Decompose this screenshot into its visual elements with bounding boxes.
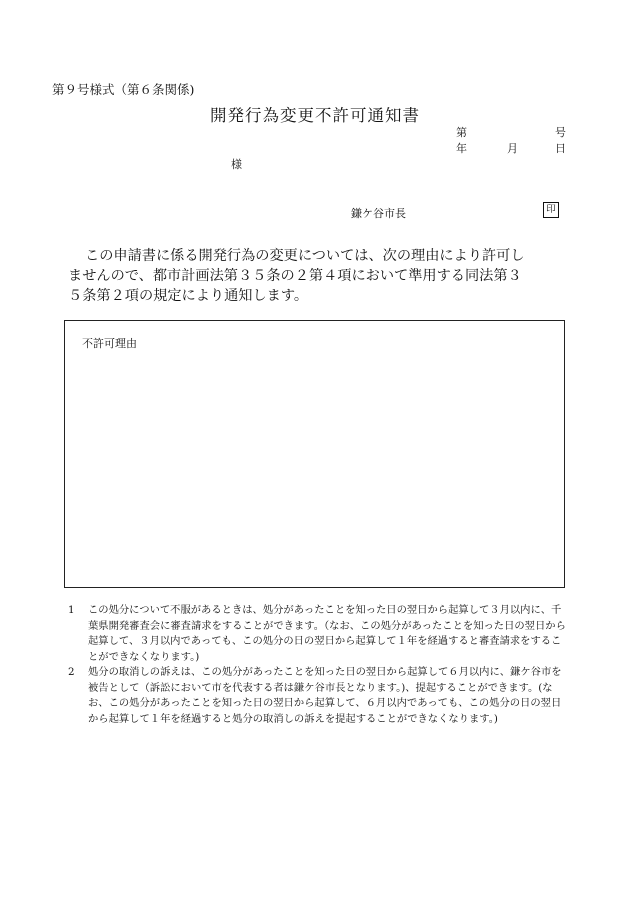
- document-title: 開発行為変更不許可通知書: [210, 106, 420, 125]
- addressee-honorific: 様: [231, 158, 242, 171]
- seal-icon: 印: [543, 202, 559, 218]
- date-year-label: 年: [456, 142, 467, 155]
- body-line-3: ５条第２項の規定により通知します。: [68, 288, 309, 304]
- document-number-suffix: 号: [555, 126, 566, 139]
- note-item: [68, 603, 568, 665]
- reason-label: 不許可理由: [82, 337, 137, 350]
- body-line-2: ませんので、都市計画法第３５条の２第４項において準用する同法第３: [68, 268, 522, 284]
- note-text: 処分の取消しの訴えは、この処分があったことを知った日の翌日から起算して６月以内に、鎌ケ谷市を被告として（訴訟において市を代表する者は鎌ケ谷市長となります。)、提起することができます。(なお、この処分があったことを知った日の翌日から起算して、６月以内であっても、この処分の日の翌日から起算して１年を経過すると処分の取消しの訴えを提起することができなくなります。): [88, 666, 562, 725]
- form-number: 第９号様式（第６条関係): [52, 82, 195, 97]
- body-text: [70, 246, 570, 306]
- date-day-label: 日: [555, 142, 566, 155]
- notes: [68, 603, 568, 727]
- date-month-label: 月: [507, 142, 518, 155]
- document-number-prefix: 第: [456, 126, 467, 139]
- reason-box: [64, 320, 565, 588]
- issuer-title: 鎌ケ谷市長: [351, 207, 406, 220]
- note-number: 2: [68, 666, 75, 678]
- note-number: 1: [68, 604, 75, 616]
- body-line-1: この申請書に係る開発行為の変更については、次の理由により許可し: [85, 248, 525, 264]
- note-text: この処分について不服があるときは、処分があったことを知った日の翌日から起算して３月以内に、千葉県開発審査会に審査請求をすることができます。（なお、この処分があったことを知った日の翌日から起算して、３月以内であっても、この処分の日の翌日から起算して１年を経過すると審査請求をすることができなくなります。): [88, 604, 566, 663]
- note-item: [68, 665, 568, 727]
